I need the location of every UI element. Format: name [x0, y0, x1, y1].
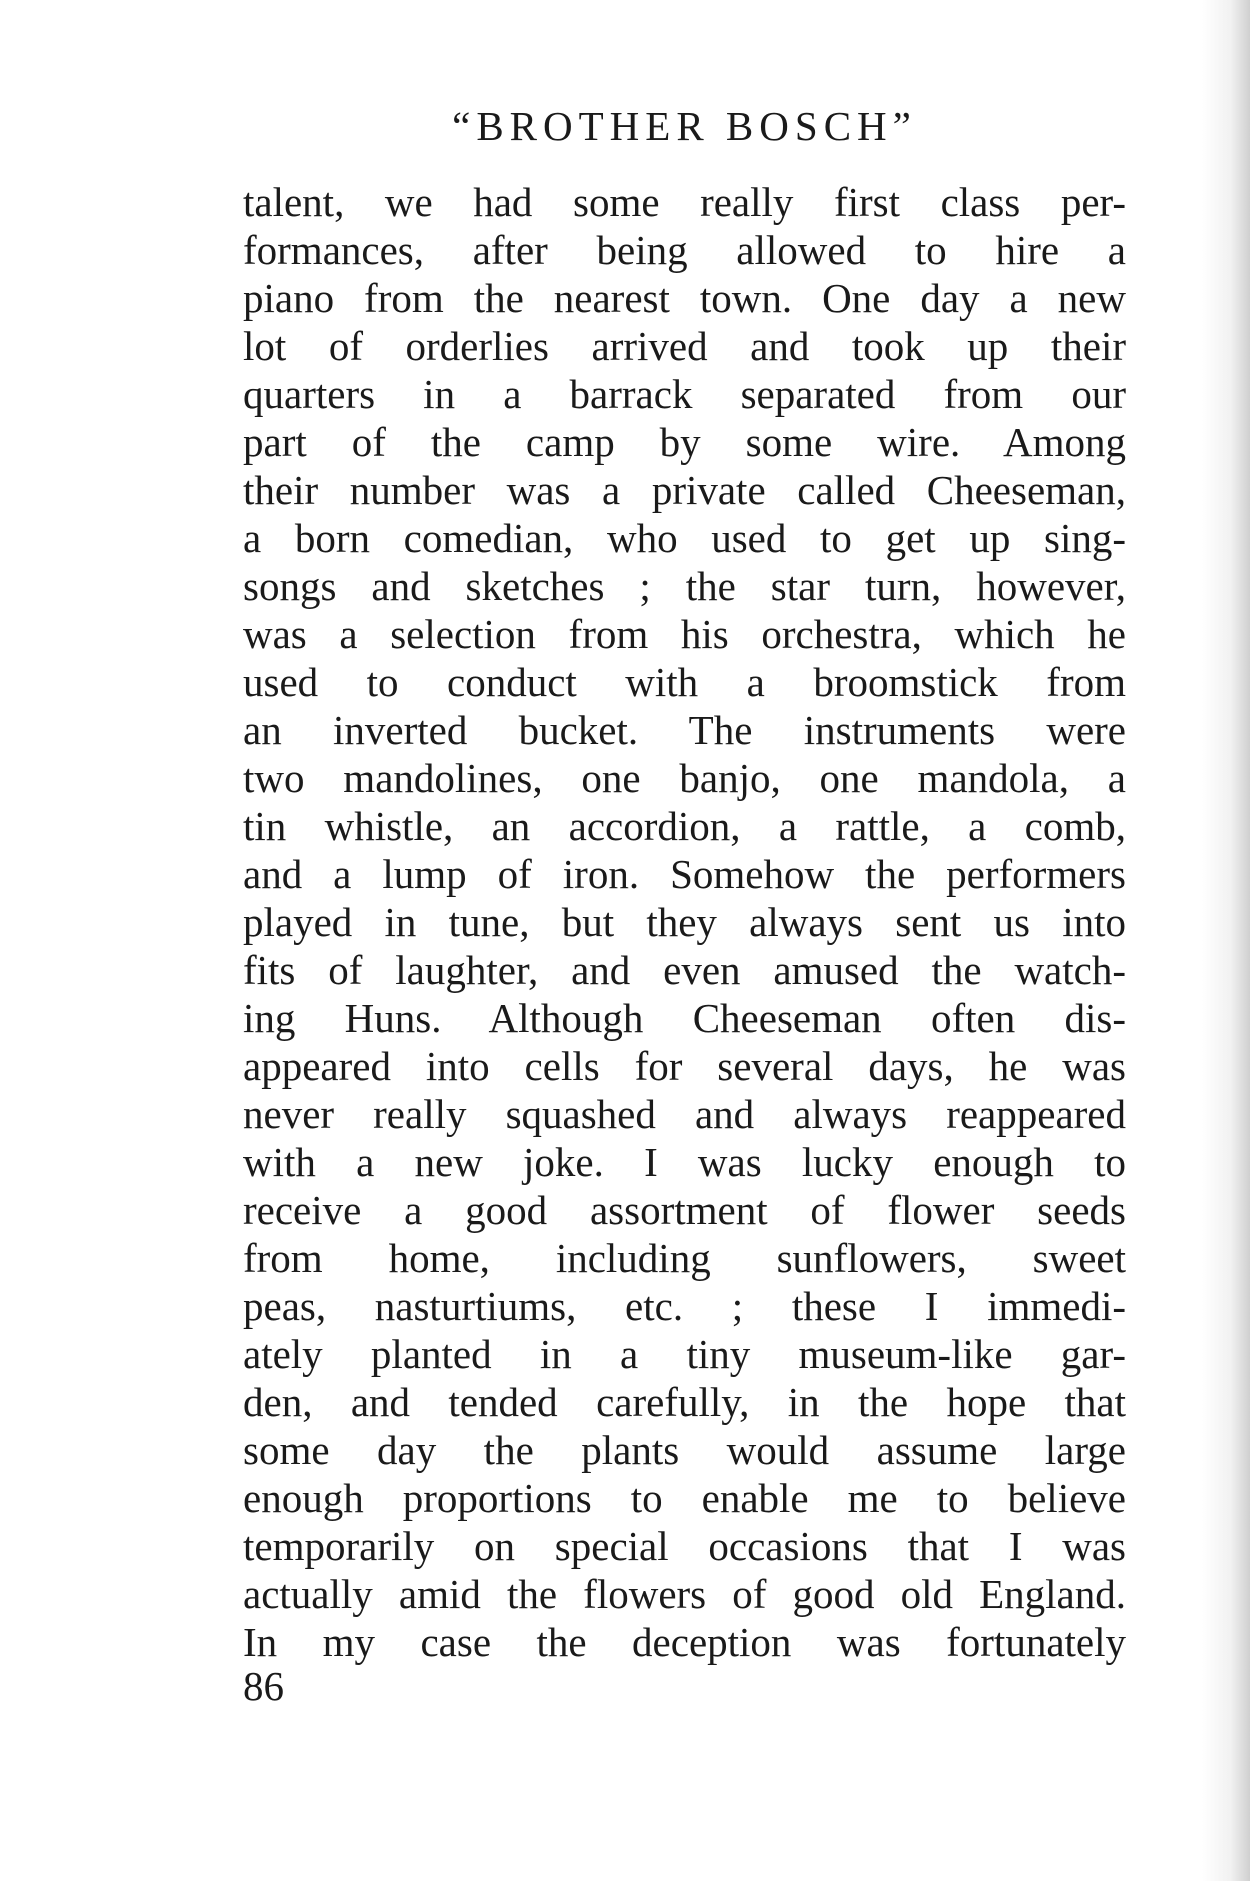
text-line-22: receive a good assortment of flower seeds	[243, 1187, 1126, 1233]
text-line-31: In my case the deception was fortunately	[243, 1619, 1126, 1665]
text-line-2: formances, after being allowed to hire a	[243, 227, 1126, 273]
text-line-24: peas, nasturtiums, etc. ; these I immedi-	[243, 1283, 1126, 1329]
text-line-27: some day the plants would assume large	[243, 1427, 1126, 1473]
text-line-13: two mandolines, one banjo, one mandola, a	[243, 755, 1126, 801]
running-head: “BROTHER BOSCH”	[452, 103, 917, 149]
text-line-9: songs and sketches ; the star turn, however,	[243, 563, 1126, 609]
text-line-5: quarters in a barrack separated from our	[243, 371, 1126, 417]
page-edge-shadow	[1202, 0, 1250, 1881]
text-line-11: used to conduct with a broomstick from	[243, 659, 1126, 705]
text-line-7: their number was a private called Cheeseman,	[243, 467, 1126, 513]
text-line-12: an inverted bucket. The instruments were	[243, 707, 1126, 753]
text-line-17: fits of laughter, and even amused the watch-	[243, 947, 1126, 993]
text-line-18: ing Huns. Although Cheeseman often dis-	[243, 995, 1126, 1041]
text-line-15: and a lump of iron. Somehow the performers	[243, 851, 1126, 897]
text-line-30: actually amid the flowers of good old England.	[243, 1571, 1126, 1617]
text-line-3: piano from the nearest town. One day a new	[243, 275, 1126, 321]
page-number: 86	[243, 1663, 284, 1709]
text-line-28: enough proportions to enable me to believe	[243, 1475, 1126, 1521]
text-line-1: talent, we had some really first class per-	[243, 179, 1126, 225]
text-line-4: lot of orderlies arrived and took up their	[243, 323, 1126, 369]
text-line-19: appeared into cells for several days, he was	[243, 1043, 1126, 1089]
text-line-14: tin whistle, an accordion, a rattle, a comb,	[243, 803, 1126, 849]
text-line-21: with a new joke. I was lucky enough to	[243, 1139, 1126, 1185]
text-line-16: played in tune, but they always sent us into	[243, 899, 1126, 945]
body-text	[243, 178, 1126, 1666]
text-line-29: temporarily on special occasions that I was	[243, 1523, 1126, 1569]
text-line-23: from home, including sunflowers, sweet	[243, 1235, 1126, 1281]
text-line-26: den, and tended carefully, in the hope that	[243, 1379, 1126, 1425]
text-line-6: part of the camp by some wire. Among	[243, 419, 1126, 465]
text-line-8: a born comedian, who used to get up sing-	[243, 515, 1126, 561]
text-line-20: never really squashed and always reappeared	[243, 1091, 1126, 1137]
text-line-25: ately planted in a tiny museum-like gar-	[243, 1331, 1126, 1377]
text-line-10: was a selection from his orchestra, which he	[243, 611, 1126, 657]
